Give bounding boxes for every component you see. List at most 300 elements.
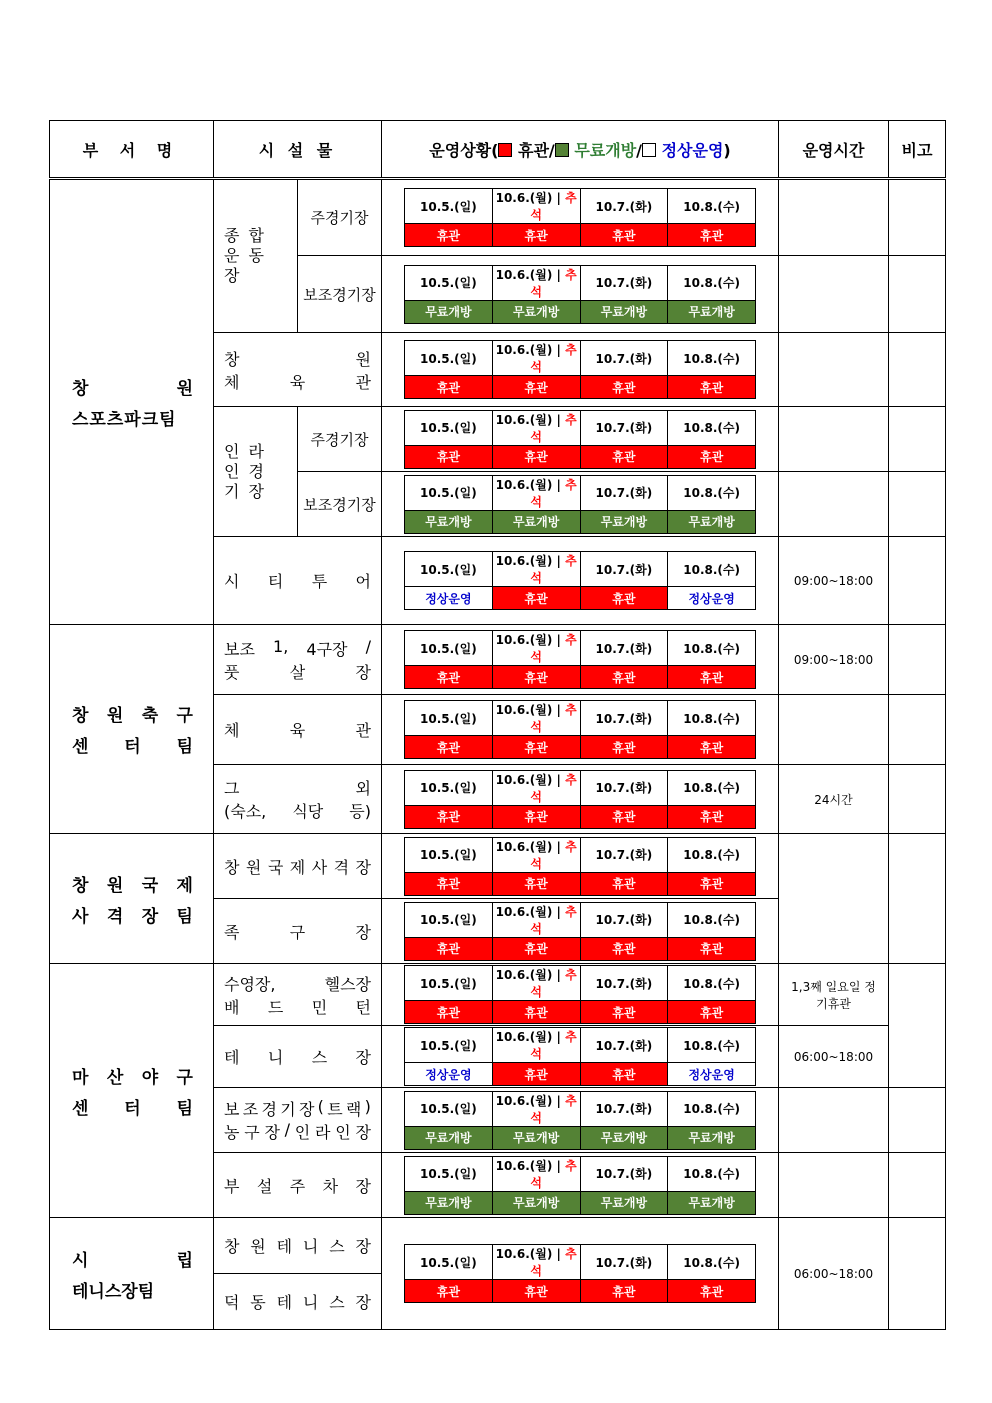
facility-name-line bbox=[224, 855, 371, 878]
status-badge: 휴관 bbox=[668, 805, 756, 828]
status-grid bbox=[404, 965, 756, 1024]
header-status bbox=[382, 121, 779, 179]
facility-name-line bbox=[224, 920, 371, 943]
facility-name-text: 1, bbox=[273, 636, 289, 656]
status-badge: 휴관 bbox=[492, 376, 580, 399]
date-label: 10.6.(월) | 추석 bbox=[492, 701, 580, 736]
date-label: 10.5.(일) bbox=[405, 189, 493, 224]
date-label: 10.5.(일) bbox=[405, 1156, 493, 1191]
dept-name-line bbox=[72, 1063, 193, 1088]
status-cell bbox=[382, 407, 779, 472]
dept-name-text: 사 bbox=[72, 906, 89, 927]
status-badge: 휴관 bbox=[580, 937, 668, 960]
status-badge: 휴관 bbox=[405, 224, 493, 247]
facility-name-line bbox=[224, 718, 371, 741]
status-badge: 무료개방 bbox=[492, 510, 580, 533]
facility-name-line bbox=[224, 370, 371, 393]
legend-separator: / bbox=[636, 140, 643, 160]
date-label: 10.7.(화) bbox=[580, 475, 668, 510]
facility-cell bbox=[214, 834, 382, 899]
date-label: 10.7.(화) bbox=[580, 341, 668, 376]
dept-cell bbox=[50, 1218, 214, 1330]
date-label: 10.5.(일) bbox=[405, 837, 493, 872]
date-label: 10.8.(수) bbox=[668, 1156, 756, 1191]
holiday-label: 추석 bbox=[530, 412, 577, 444]
status-badge: 무료개방 bbox=[405, 1126, 493, 1149]
dept-name-text: 창 bbox=[72, 706, 89, 726]
facility-name-text: 동 bbox=[250, 1293, 266, 1312]
status-badge: 휴관 bbox=[492, 224, 580, 247]
facility-name-text: / bbox=[284, 1120, 291, 1139]
status-cell bbox=[382, 1026, 779, 1088]
status-cell bbox=[382, 537, 779, 625]
holiday-label: 추석 bbox=[530, 267, 577, 299]
facility-name: 종 합 운 동 장 bbox=[224, 226, 266, 285]
status-cell bbox=[382, 834, 779, 899]
facility-name-text: 장 bbox=[298, 1100, 315, 1119]
note-cell bbox=[889, 765, 946, 834]
facility-cell bbox=[214, 333, 382, 407]
date-label: 10.7.(화) bbox=[580, 770, 668, 805]
facility-name-text: 식당 bbox=[292, 802, 324, 821]
hours-cell bbox=[779, 1153, 889, 1218]
date-label: 10.8.(수) bbox=[668, 770, 756, 805]
dept-name-text: 원 bbox=[176, 379, 193, 399]
status-badge: 휴관 bbox=[492, 666, 580, 689]
status-badge: 휴관 bbox=[580, 1280, 668, 1303]
date-label: 10.5.(일) bbox=[405, 1028, 493, 1063]
holiday-label: 추석 bbox=[530, 1093, 577, 1125]
dept-name-text: 원 bbox=[106, 706, 124, 726]
dept-name-line bbox=[72, 405, 193, 430]
facility-name-text: ( bbox=[317, 1097, 324, 1116]
facility-name-text: 장 bbox=[355, 1048, 371, 1067]
header-row bbox=[50, 121, 946, 179]
facility-name-text: 장 bbox=[264, 1123, 280, 1142]
status-cell bbox=[382, 695, 779, 765]
status-badge: 휴관 bbox=[492, 805, 580, 828]
date-label: 10.8.(수) bbox=[668, 966, 756, 1001]
header-hours: 운영시간 bbox=[779, 121, 889, 179]
facility-name-text: 경 bbox=[261, 1100, 277, 1119]
facility-name-line bbox=[224, 776, 371, 799]
date-label: 10.5.(일) bbox=[405, 770, 493, 805]
facility-name-text: 턴 bbox=[355, 997, 371, 1017]
facility-name-text: 육 bbox=[289, 721, 306, 740]
facility-name-text: 인 bbox=[294, 1123, 311, 1142]
dept-cell bbox=[50, 179, 214, 625]
status-badge: 휴관 bbox=[668, 1280, 756, 1303]
date-label: 10.7.(화) bbox=[580, 410, 668, 445]
holiday-label: 추석 bbox=[530, 772, 577, 804]
date-label: 10.6.(월) | 추석 bbox=[492, 552, 580, 587]
status-badge: 휴관 bbox=[668, 736, 756, 759]
status-cell bbox=[382, 625, 779, 695]
status-badge: 휴관 bbox=[405, 445, 493, 468]
legend-free-label: 무료개방 bbox=[574, 140, 637, 160]
status-badge: 휴관 bbox=[405, 736, 493, 759]
hours-cell: 09:00~18:00 bbox=[779, 537, 889, 625]
status-badge: 휴관 bbox=[580, 736, 668, 759]
facility-name-text: 조 bbox=[242, 1100, 259, 1119]
dept-name-text: 원 bbox=[106, 875, 124, 896]
facility-name-text: 장 bbox=[355, 1293, 371, 1312]
dept-name-text: 축 bbox=[141, 706, 159, 726]
date-label: 10.6.(월) | 추석 bbox=[492, 770, 580, 805]
status-badge: 무료개방 bbox=[668, 1191, 756, 1214]
holiday-label: 추석 bbox=[530, 191, 577, 222]
facility-name-text: 덕 bbox=[224, 1293, 240, 1312]
date-label: 10.7.(화) bbox=[580, 966, 668, 1001]
facility-name-text: 시 bbox=[224, 572, 240, 591]
date-label: 10.8.(수) bbox=[668, 631, 756, 666]
status-grid bbox=[404, 340, 756, 399]
facility-name-text: 투 bbox=[311, 572, 328, 591]
date-label: 10.7.(화) bbox=[580, 189, 668, 224]
status-badge: 무료개방 bbox=[668, 1126, 756, 1149]
facility-name-line bbox=[224, 347, 371, 370]
facility-name-text: (숙소, bbox=[224, 802, 267, 821]
status-cell bbox=[382, 964, 779, 1026]
facility-name-line bbox=[224, 1120, 371, 1143]
status-cell bbox=[382, 1153, 779, 1218]
subfacility-cell: 주경기장 bbox=[298, 407, 382, 472]
holiday-label: 추석 bbox=[530, 904, 577, 936]
date-label: 10.8.(수) bbox=[668, 341, 756, 376]
date-label: 10.6.(월) | 추석 bbox=[492, 837, 580, 872]
dept-name-text: 시 bbox=[72, 1250, 89, 1271]
note-cell bbox=[889, 964, 946, 1088]
facility-cell bbox=[214, 695, 382, 765]
status-grid bbox=[404, 410, 756, 469]
date-label: 10.5.(일) bbox=[405, 966, 493, 1001]
status-badge: 정상운영 bbox=[405, 587, 493, 610]
note-cell bbox=[889, 1088, 946, 1153]
status-grid bbox=[404, 1027, 756, 1086]
facility-name-text: 원 bbox=[355, 349, 372, 369]
dept-name-line bbox=[72, 871, 193, 896]
holiday-label: 추석 bbox=[530, 1030, 577, 1061]
status-badge: 정상운영 bbox=[405, 1063, 493, 1086]
status-badge: 휴관 bbox=[580, 666, 668, 689]
hours-cell: 06:00~18:00 bbox=[779, 1218, 889, 1330]
date-label: 10.8.(수) bbox=[668, 1245, 756, 1280]
facility-name-text: 관 bbox=[355, 721, 371, 740]
facility-name-text: 장 bbox=[355, 1237, 371, 1256]
facility-name-text: 니 bbox=[302, 1293, 319, 1312]
dept-cell bbox=[50, 964, 214, 1218]
facility-name-text: 창 bbox=[224, 1237, 240, 1256]
status-badge: 휴관 bbox=[668, 666, 756, 689]
status-badge: 휴관 bbox=[580, 445, 668, 468]
dept-name-text: 스포츠파크팀 bbox=[72, 410, 177, 430]
date-label: 10.7.(화) bbox=[580, 265, 668, 300]
facility-name-text: 주 bbox=[289, 1176, 306, 1196]
facility-name-line bbox=[224, 995, 371, 1018]
holiday-label: 추석 bbox=[530, 554, 577, 585]
hours-cell: 06:00~18:00 bbox=[779, 1026, 889, 1088]
status-badge: 정상운영 bbox=[668, 1063, 756, 1086]
status-badge: 무료개방 bbox=[580, 510, 668, 533]
table-row bbox=[50, 964, 946, 1026]
legend-free-swatch bbox=[555, 143, 569, 157]
date-label: 10.7.(화) bbox=[580, 1245, 668, 1280]
status-badge: 무료개방 bbox=[580, 1191, 668, 1214]
dept-name-text: 제 bbox=[176, 875, 193, 896]
hours-cell: 09:00~18:00 bbox=[779, 625, 889, 695]
date-label: 10.5.(일) bbox=[405, 1091, 493, 1126]
status-badge: 무료개방 bbox=[405, 510, 493, 533]
status-badge: 휴관 bbox=[492, 872, 580, 895]
facility-name-text: 장 bbox=[355, 1176, 371, 1196]
date-label: 10.6.(월) | 추석 bbox=[492, 1028, 580, 1063]
holiday-label: 추석 bbox=[530, 968, 577, 999]
note-cell bbox=[889, 472, 946, 537]
facility-name-text: 부 bbox=[224, 1176, 240, 1196]
status-badge: 휴관 bbox=[405, 805, 493, 828]
facility-name-text: 보조 bbox=[224, 639, 255, 659]
facility-name-text: 헬스장 bbox=[324, 974, 372, 994]
dept-name-text: 팀 bbox=[176, 906, 193, 927]
status-badge: 휴관 bbox=[668, 445, 756, 468]
holiday-label: 추석 bbox=[530, 633, 577, 664]
note-cell bbox=[889, 1218, 946, 1330]
table-row bbox=[50, 1218, 946, 1274]
status-badge: 휴관 bbox=[405, 872, 493, 895]
note-cell bbox=[889, 695, 946, 765]
status-badge: 휴관 bbox=[405, 937, 493, 960]
status-badge: 휴관 bbox=[492, 1001, 580, 1024]
facility-cell bbox=[214, 1274, 382, 1330]
status-badge: 휴관 bbox=[405, 666, 493, 689]
legend-rest-label: 휴관/ bbox=[518, 140, 555, 160]
dept-name-text: 립 bbox=[176, 1250, 193, 1271]
dept-name-line bbox=[72, 701, 193, 726]
facility-name-line bbox=[224, 1174, 371, 1197]
status-grid bbox=[404, 1156, 756, 1215]
subfacility-cell: 주경기장 bbox=[298, 179, 382, 256]
facility-name-text: 장 bbox=[355, 662, 371, 682]
facility-cell bbox=[214, 179, 298, 333]
status-badge: 무료개방 bbox=[580, 1126, 668, 1149]
status-badge: 휴관 bbox=[405, 376, 493, 399]
dept-name-text: 장 bbox=[141, 906, 159, 927]
holiday-label: 추석 bbox=[530, 1158, 577, 1190]
holiday-label: 추석 bbox=[530, 477, 577, 509]
header-dept: 부 서 명 bbox=[50, 121, 214, 179]
hours-cell bbox=[779, 179, 889, 256]
facility-name-text: 창 bbox=[224, 349, 240, 369]
status-grid bbox=[404, 1244, 756, 1303]
date-label: 10.8.(수) bbox=[668, 410, 756, 445]
status-badge: 휴관 bbox=[580, 376, 668, 399]
date-label: 10.7.(화) bbox=[580, 631, 668, 666]
facility-name-text: 족 bbox=[224, 922, 240, 942]
date-label: 10.8.(수) bbox=[668, 1091, 756, 1126]
date-label: 10.6.(월) | 추석 bbox=[492, 410, 580, 445]
date-label: 10.7.(화) bbox=[580, 1091, 668, 1126]
status-badge: 무료개방 bbox=[405, 1191, 493, 1214]
status-badge: 휴관 bbox=[492, 1280, 580, 1303]
date-label: 10.8.(수) bbox=[668, 265, 756, 300]
facility-name-line bbox=[224, 799, 371, 822]
facility-name-text: 육 bbox=[289, 372, 306, 392]
status-badge: 무료개방 bbox=[580, 300, 668, 323]
dept-name-text: 국 bbox=[141, 875, 159, 896]
date-label: 10.5.(일) bbox=[405, 1245, 493, 1280]
date-label: 10.5.(일) bbox=[405, 552, 493, 587]
status-grid bbox=[404, 902, 756, 961]
facility-cell bbox=[214, 899, 382, 964]
dept-name-line bbox=[72, 1246, 193, 1271]
date-label: 10.5.(일) bbox=[405, 410, 493, 445]
facility-name-text: 구 bbox=[244, 1123, 260, 1142]
facility-name-line bbox=[224, 637, 371, 660]
status-badge: 무료개방 bbox=[405, 300, 493, 323]
header-note: 비고 bbox=[889, 121, 946, 179]
facility-name-text: / bbox=[365, 636, 371, 656]
status-grid bbox=[404, 188, 756, 247]
status-badge: 휴관 bbox=[492, 445, 580, 468]
status-grid bbox=[404, 475, 756, 534]
status-badge: 휴관 bbox=[580, 1063, 668, 1086]
facility-name-line bbox=[224, 1045, 371, 1068]
date-label: 10.7.(화) bbox=[580, 552, 668, 587]
facility-name-text: 장 bbox=[355, 1123, 371, 1142]
status-grid bbox=[404, 265, 756, 324]
status-grid bbox=[404, 837, 756, 896]
status-badge: 휴관 bbox=[580, 872, 668, 895]
date-label: 10.7.(화) bbox=[580, 701, 668, 736]
hours-cell: 24시간 bbox=[779, 765, 889, 834]
date-label: 10.7.(화) bbox=[580, 902, 668, 937]
status-badge: 휴관 bbox=[668, 224, 756, 247]
facility-cell bbox=[214, 1026, 382, 1088]
hours-cell bbox=[779, 333, 889, 407]
status-grid bbox=[404, 551, 756, 610]
holiday-label: 추석 bbox=[530, 839, 577, 871]
facility-name-text: 살 bbox=[289, 662, 306, 682]
date-label: 10.7.(화) bbox=[580, 1028, 668, 1063]
note-cell bbox=[889, 1153, 946, 1218]
facility-name-text: 장 bbox=[355, 857, 371, 877]
date-label: 10.6.(월) | 추석 bbox=[492, 475, 580, 510]
hours-cell bbox=[779, 1088, 889, 1153]
facility-name-text: 농 bbox=[224, 1123, 240, 1142]
status-badge: 휴관 bbox=[405, 1280, 493, 1303]
hours-cell bbox=[779, 407, 889, 472]
note-cell bbox=[889, 333, 946, 407]
facility-cell bbox=[214, 537, 382, 625]
status-badge: 휴관 bbox=[492, 1063, 580, 1086]
status-badge: 무료개방 bbox=[492, 1126, 580, 1149]
status-badge: 휴관 bbox=[668, 376, 756, 399]
header-facility: 시 설 물 bbox=[214, 121, 382, 179]
facility-name-text: 장 bbox=[355, 922, 371, 942]
facility-name-text: 그 bbox=[224, 779, 240, 798]
status-badge: 휴관 bbox=[580, 587, 668, 610]
dept-name-text: 센 bbox=[72, 737, 89, 757]
facility-name-text: 체 bbox=[224, 372, 240, 392]
holiday-label: 추석 bbox=[530, 703, 577, 734]
header-status-suffix: ) bbox=[723, 140, 731, 160]
date-label: 10.7.(화) bbox=[580, 1156, 668, 1191]
facility-name-line bbox=[224, 569, 371, 592]
legend-normal-swatch bbox=[642, 143, 656, 157]
facility-name-text: 기 bbox=[280, 1100, 296, 1119]
facility-name-text: 관 bbox=[355, 372, 371, 392]
dept-name-text: 터 bbox=[124, 1098, 141, 1119]
note-cell bbox=[889, 625, 946, 695]
dept-name-text: 마 bbox=[72, 1067, 89, 1088]
facility-name-text: 제 bbox=[289, 857, 306, 877]
facility-name-text: 스 bbox=[311, 1048, 328, 1067]
status-cell bbox=[382, 179, 779, 256]
facility-name-text: ) bbox=[364, 1097, 371, 1116]
legend-normal-label: 정상운영 bbox=[661, 140, 724, 160]
facility-name-text: 수영장, bbox=[224, 974, 276, 994]
facility-name-text: 테 bbox=[276, 1237, 293, 1256]
status-cell bbox=[382, 472, 779, 537]
facility-name-text: 차 bbox=[322, 1176, 339, 1196]
table-row bbox=[50, 179, 946, 256]
date-label: 10.7.(화) bbox=[580, 837, 668, 872]
facility-name-text: 테 bbox=[276, 1293, 293, 1312]
date-label: 10.8.(수) bbox=[668, 552, 756, 587]
facility-name-text: 4구장 bbox=[306, 639, 348, 659]
status-badge: 휴관 bbox=[492, 736, 580, 759]
facility-name-text: 원 bbox=[250, 1237, 266, 1256]
status-grid bbox=[404, 1091, 756, 1150]
facility-name-text: 어 bbox=[355, 572, 371, 591]
date-label: 10.6.(월) | 추석 bbox=[492, 341, 580, 376]
status-badge: 휴관 bbox=[405, 1001, 493, 1024]
facility-name-line bbox=[224, 1290, 371, 1313]
facility-name-text: 스 bbox=[329, 1293, 345, 1312]
status-cell bbox=[382, 1088, 779, 1153]
facility-name-text: 티 bbox=[267, 572, 284, 591]
facility-name-text: 인 bbox=[335, 1123, 351, 1142]
status-grid bbox=[404, 770, 756, 829]
status-badge: 휴관 bbox=[580, 805, 668, 828]
dept-name-text: 팀 bbox=[176, 1098, 193, 1119]
facility-name-text: 민 bbox=[311, 997, 328, 1017]
facility-name-text: 보 bbox=[224, 1100, 240, 1119]
hours-cell bbox=[779, 256, 889, 333]
facility-name-text: 테 bbox=[224, 1048, 240, 1067]
status-badge: 휴관 bbox=[580, 224, 668, 247]
hours-cell bbox=[779, 695, 889, 765]
date-label: 10.6.(월) | 추석 bbox=[492, 966, 580, 1001]
facility-name-text: 원 bbox=[245, 857, 262, 877]
dept-name-text: 창 bbox=[72, 379, 89, 399]
dept-name-line bbox=[72, 1094, 193, 1119]
hours-cell bbox=[779, 472, 889, 537]
dept-cell bbox=[50, 834, 214, 964]
table-row bbox=[50, 834, 946, 899]
facility-name-text: 창 bbox=[224, 857, 240, 877]
facility-name-text: 구 bbox=[289, 922, 306, 942]
subfacility-cell: 보조경기장 bbox=[298, 256, 382, 333]
status-badge: 정상운영 bbox=[668, 587, 756, 610]
dept-name-text: 창 bbox=[72, 875, 89, 896]
date-label: 10.6.(월) | 추석 bbox=[492, 1091, 580, 1126]
date-label: 10.6.(월) | 추석 bbox=[492, 265, 580, 300]
facility-name-text: 풋 bbox=[224, 662, 240, 682]
date-label: 10.8.(수) bbox=[668, 701, 756, 736]
date-label: 10.8.(수) bbox=[668, 837, 756, 872]
holiday-label: 추석 bbox=[530, 1247, 577, 1278]
